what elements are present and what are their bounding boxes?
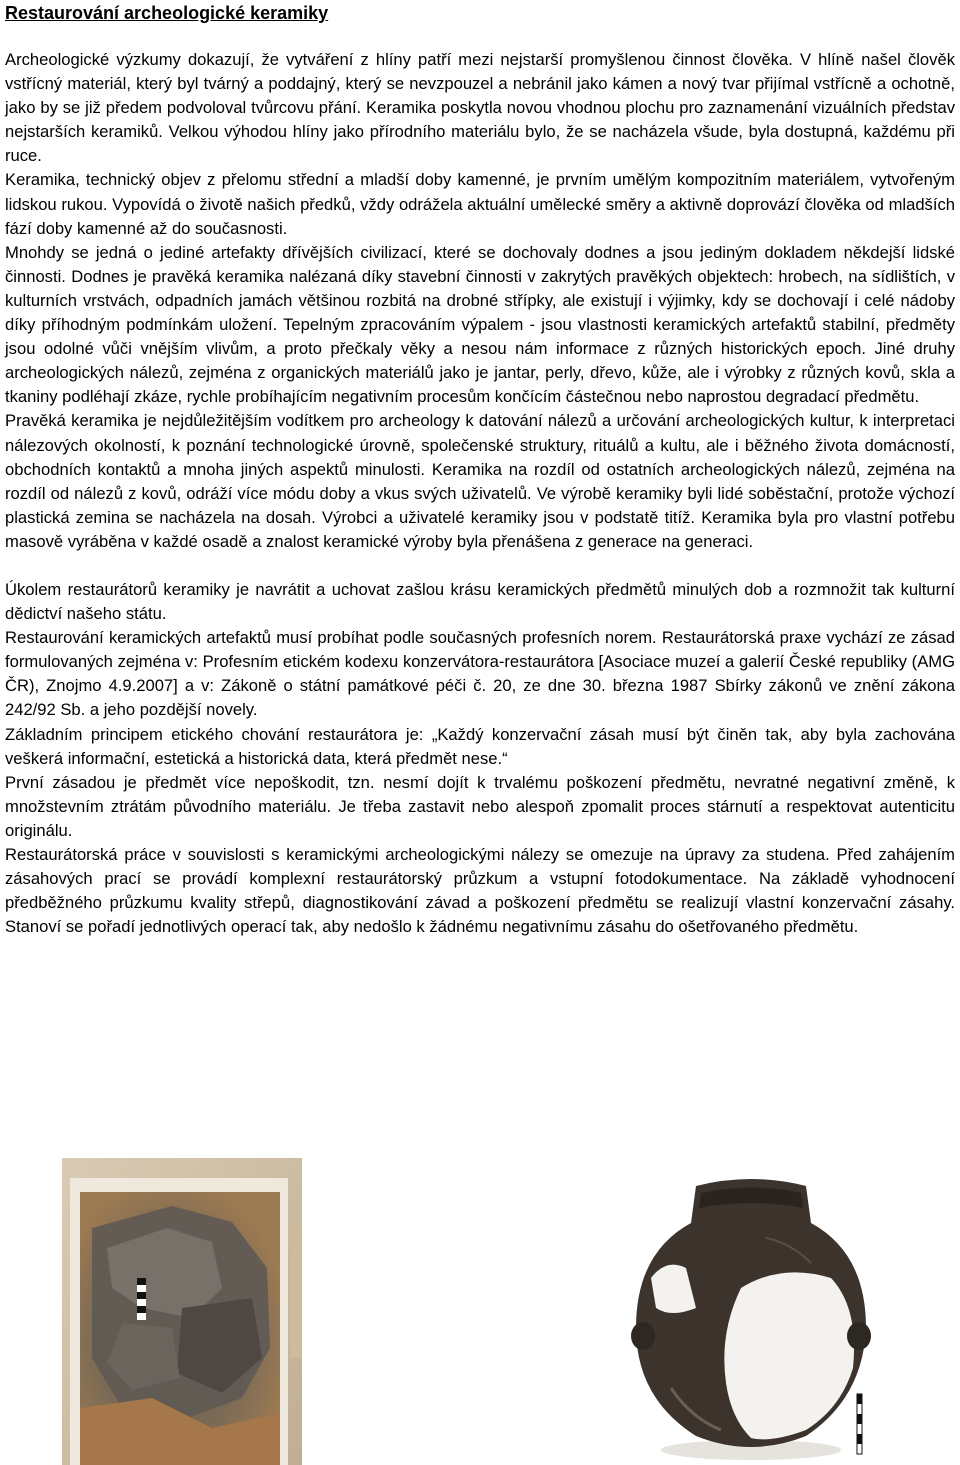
paragraph: První zásadou je předmět více nepoškodit, tzn. nesmí dojít k trvalému poškození předmětu, nevratné negativní změně, k množstevním ztrátám původního materiálu. Je třeba zastavit nebo alespoň zpomalit proces stárnutí a respektovat autenticitu originálu. bbox=[5, 772, 955, 840]
paragraph: Mnohdy se jedná o jediné artefakty dřívějších civilizací, které se dochovaly dodnes a jsou jediným dokladem někdejší lidské činnosti. Dodnes je pravěká keramika nalézaná díky stavební činnosti v zakrytých pravěkých objektech: hrobech, na sídlištích, v kulturních vrstvách, odpadních jamách většinou rozbitá na drobné střípky, ale existují i výjimky, kdy se dochovají i celé nádoby díky příhodným podmínkám uložení. Tepelným zpracováním výpalem - jsou vlastnosti keramických artefaktů stabilní, předměty jsou odolné vůči vnějším vlivům, a proto přečkaly věky a nesou nám informace z různých historických epoch. Jiné druhy archeologických nálezů, zejména z organických materiálů jako je jantar, perly, dřevo, kůže, ale i výrobky z různých kovů, skla a tkaniny podléhají zkáze, rychle probíhajícím negativním procesům končícím částečnou nebo naprostou degradací předmětu. bbox=[5, 242, 955, 407]
document-title: Restaurování archeologické keramiky bbox=[5, 3, 329, 23]
excavated-pottery-photo bbox=[62, 1158, 302, 1465]
paragraph: Úkolem restaurátorů keramiky je navrátit a uchovat zašlou krásu keramických předmětů minulých dob a rozmnožit tak kulturní dědictví našeho státu. bbox=[5, 579, 955, 624]
paragraph: Základním principem etického chování restaurátora je: „Každý konzervační zásah musí být činěn tak, aby byla zachována veškerá informační, estetická a historická data, která předmět nese.“ bbox=[5, 724, 955, 768]
photo-row bbox=[0, 1148, 960, 1465]
restored-vessel-photo bbox=[591, 1168, 881, 1465]
paragraph: Keramika, technický objev z přelomu střední a mladší doby kamenné, je prvním umělým kompozitním materiálem, vytvořeným lidskou rukou. Vypovídá o životě našich předků, vždy odrážela aktuální umělecké směry a aktivně doprovází člověka od mladších fází doby kamenné až do současnosti. bbox=[5, 170, 955, 238]
paragraph: Restaurátorská práce v souvislosti s keramickými archeologickými nálezy se omezuje na úpravy za studena. Před zahájením zásahových prací se provádí komplexní restaurátorský průzkum a vstupní fotodokumentace. Na základě vyhodnocení předběžného průzkumu kvality střepů, diagnostikování závad a poškození předmětu se realizují vlastní konzervační zásahy. Stanoví se pořadí jednotlivých operací tak, aby nedošlo k žádnému negativnímu zásahu do ošetřovaného předmětu. bbox=[5, 845, 955, 937]
paragraph: Archeologické výzkumy dokazují, že vytváření z hlíny patří mezi nejstarší promyšlenou činnost člověka. V hlíně našel člověk vstřícný materiál, který byl tvárný a poddajný, který se nevzpouzel a nebránil jako kámen a nový tvar přijímal vstřícně a ochotně, jako by se již předem podvoloval tvůrcovu přání. Keramika poskytla novou vhodnou plochu pro zaznamenání vizuálních představ nejstarších keramiků. Velkou výhodou hlíny jako přírodního materiálu bylo, že se nacházela všude, byla dostupná, každému při ruce. bbox=[5, 50, 955, 166]
paragraph: Pravěká keramika je nejdůležitějším vodítkem pro archeology k datování nálezů a určování archeologických kultur, k interpretaci nálezových okolností, k poznání technologické úrovně, společenské struktury, rituálů a kultu, ale i běžného života domácností, obchodních kontaktů a mnoha jiných aspektů minulosti. Keramika na rozdíl od ostatních archeologických nálezů, zejména na rozdíl od nálezů z kovů, odráží více módu doby a vkus svých uživatelů. Ve výrobě keramiky byli lidé soběstační, protože výchozí plastická zemina se nacházela na dosah. Výrobci a uživatelé keramiky jsou v podstatě titíž. Keramika byla pro vlastní potřebu masově vyráběna v každé osadě a znalost keramické výroby byla přenášena z generace na generaci. bbox=[5, 411, 955, 551]
paragraph: Restaurování keramických artefaktů musí probíhat podle současných profesních norem. Restaurátorská praxe vychází ze zásad formulovaných zejména v: Profesním etickém kodexu konzervátora-restaurátora [Asociace muzeí a galerií České republiky (AMG ČR), Znojmo 4.9.2007] a v: Zákoně o státní památkové péči č. 20, ze dne 30. března 1987 Sbírky zákonů ve znění zákona 242/92 Sb. a jeho pozdější novely. bbox=[5, 628, 955, 720]
document-body bbox=[5, 48, 955, 939]
